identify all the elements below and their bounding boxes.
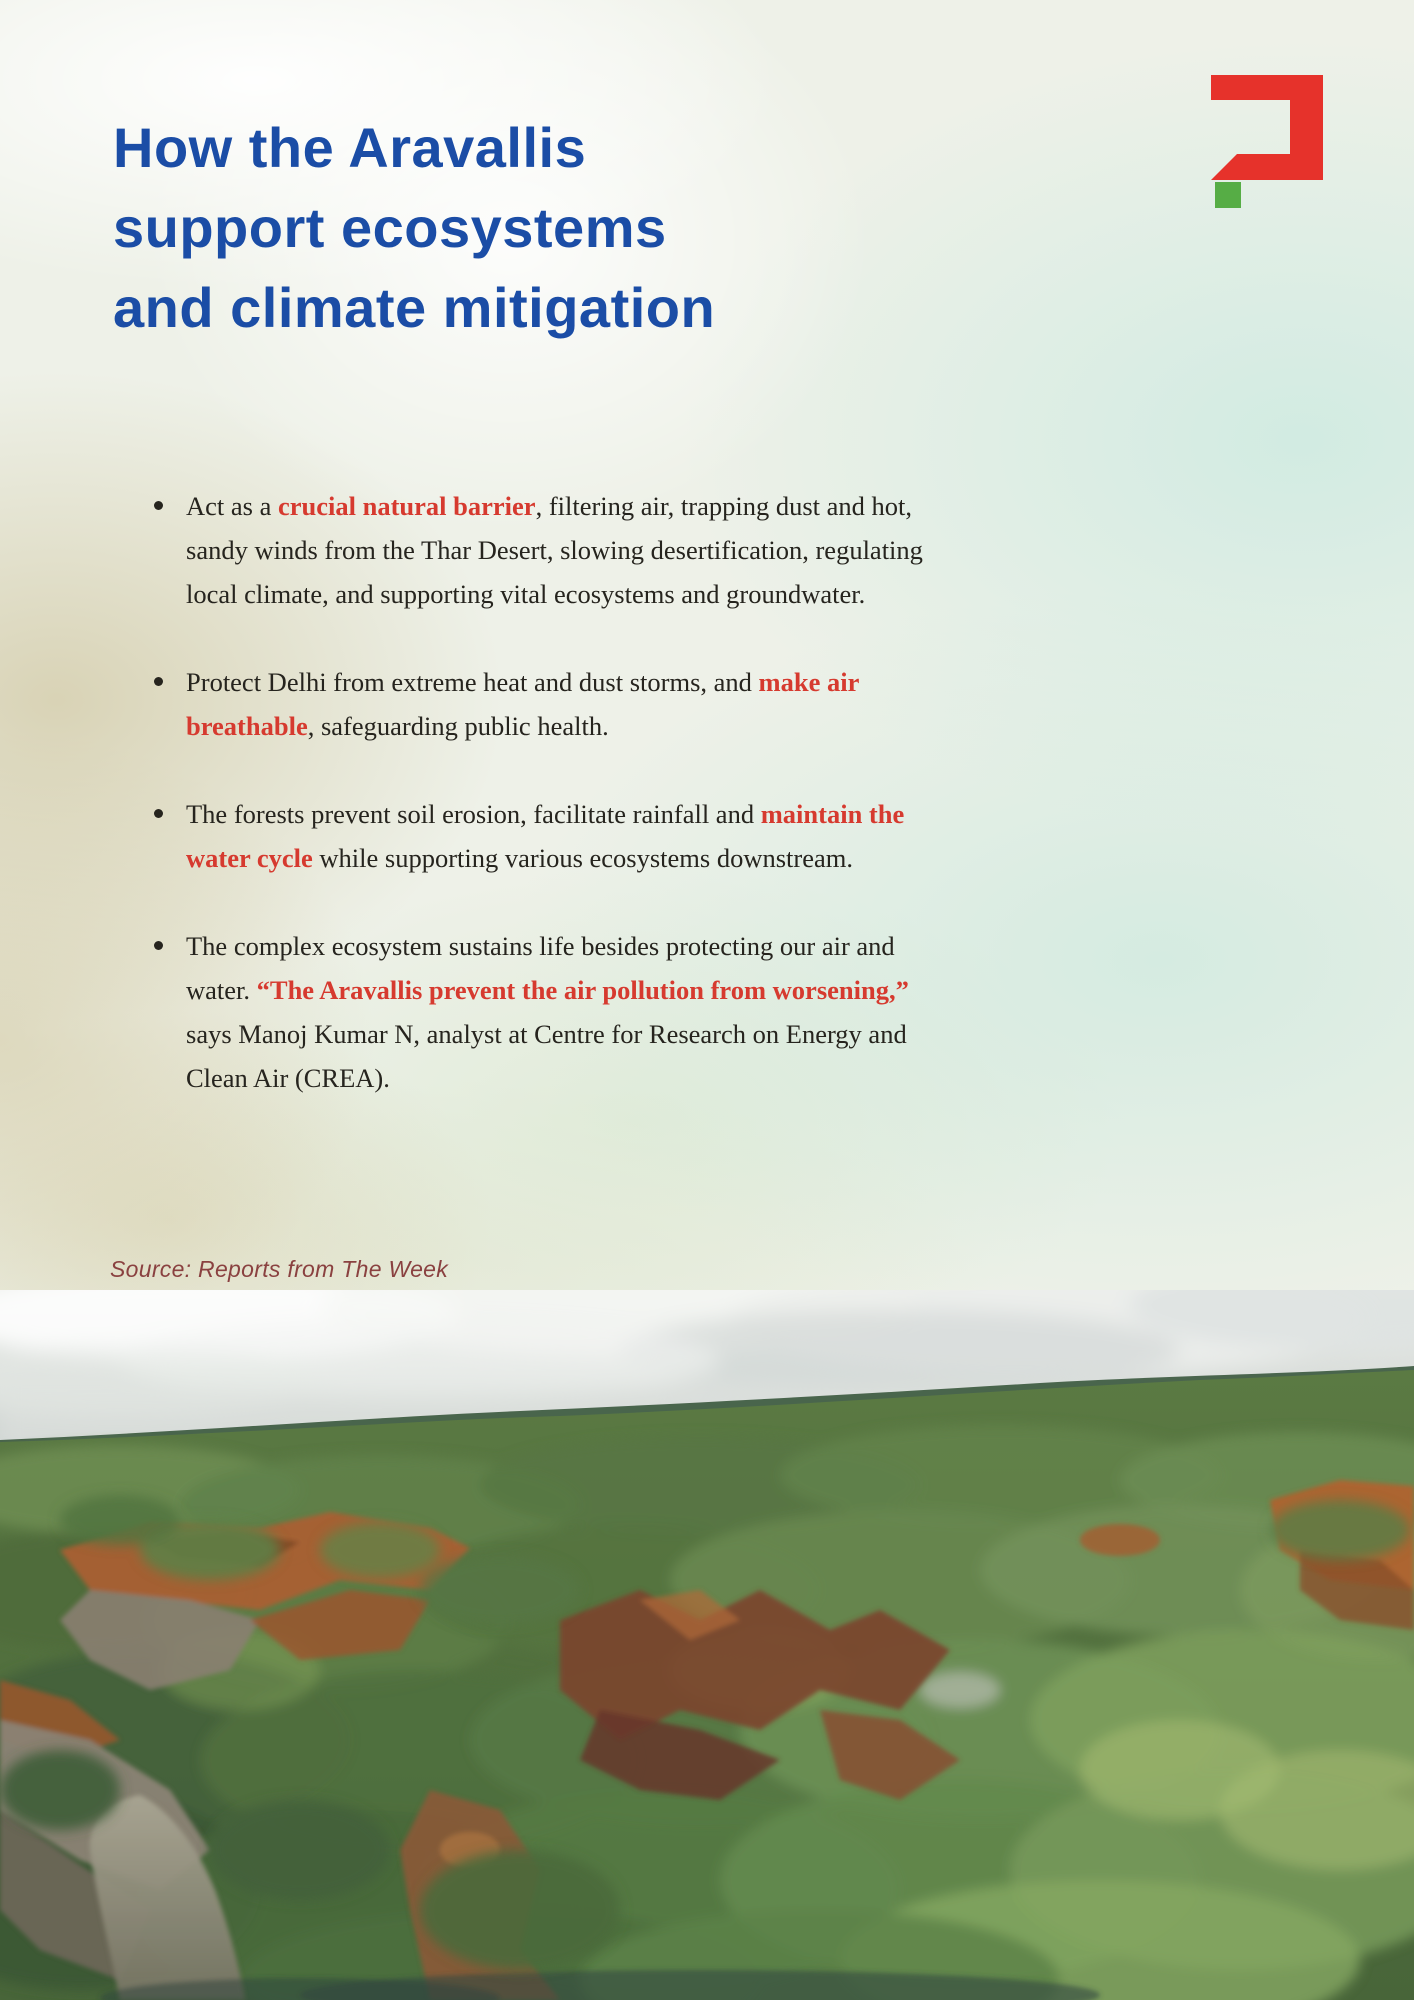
bullet-item: [150, 792, 925, 880]
key-points-list: [150, 484, 925, 1100]
body-text: The forests prevent soil erosion, facilitate rainfall and: [186, 799, 761, 829]
logo-green-square: [1215, 182, 1241, 208]
key-points-section: [150, 484, 925, 1144]
highlighted-text: maintain the water cycle: [186, 799, 905, 873]
publisher-logo-icon: [1211, 75, 1323, 208]
page-title-line-1: How the Aravallis: [113, 116, 587, 179]
aravalli-landscape-photo: [0, 1290, 1414, 2000]
highlighted-text: crucial natural barrier: [277, 491, 536, 521]
logo-red-mark: [1211, 75, 1323, 180]
source-attribution: Source: Reports from The Week: [110, 1256, 449, 1282]
highlighted-text: “The Aravallis prevent the air pollution from worsening,”: [256, 975, 909, 1005]
body-text: , filtering air, trapping dust and hot, sandy winds from the Thar Desert, slowing desertification, regulating local climate, and supporting vital ecosystems and groundwater.: [186, 491, 923, 609]
page-title-line-2: support ecosystems: [113, 196, 667, 259]
page-title: [113, 108, 1013, 348]
body-text: Act as a: [186, 491, 278, 521]
body-text: Protect Delhi from extreme heat and dust storms, and: [186, 667, 759, 697]
bullet-item: [150, 924, 925, 1100]
body-text: The complex ecosystem sustains life besides protecting our air and water.: [186, 931, 895, 1005]
highlighted-text: make air breathable: [186, 667, 859, 741]
body-text: , safeguarding public health.: [307, 711, 609, 741]
body-text: says Manoj Kumar N, analyst at Centre for Research on Energy and Clean Air (CREA).: [186, 1019, 907, 1093]
bullet-item: [150, 660, 925, 748]
page-title-line-3: and climate mitigation: [113, 276, 716, 339]
body-text: while supporting various ecosystems downstream.: [312, 843, 854, 873]
bullet-item: [150, 484, 925, 616]
